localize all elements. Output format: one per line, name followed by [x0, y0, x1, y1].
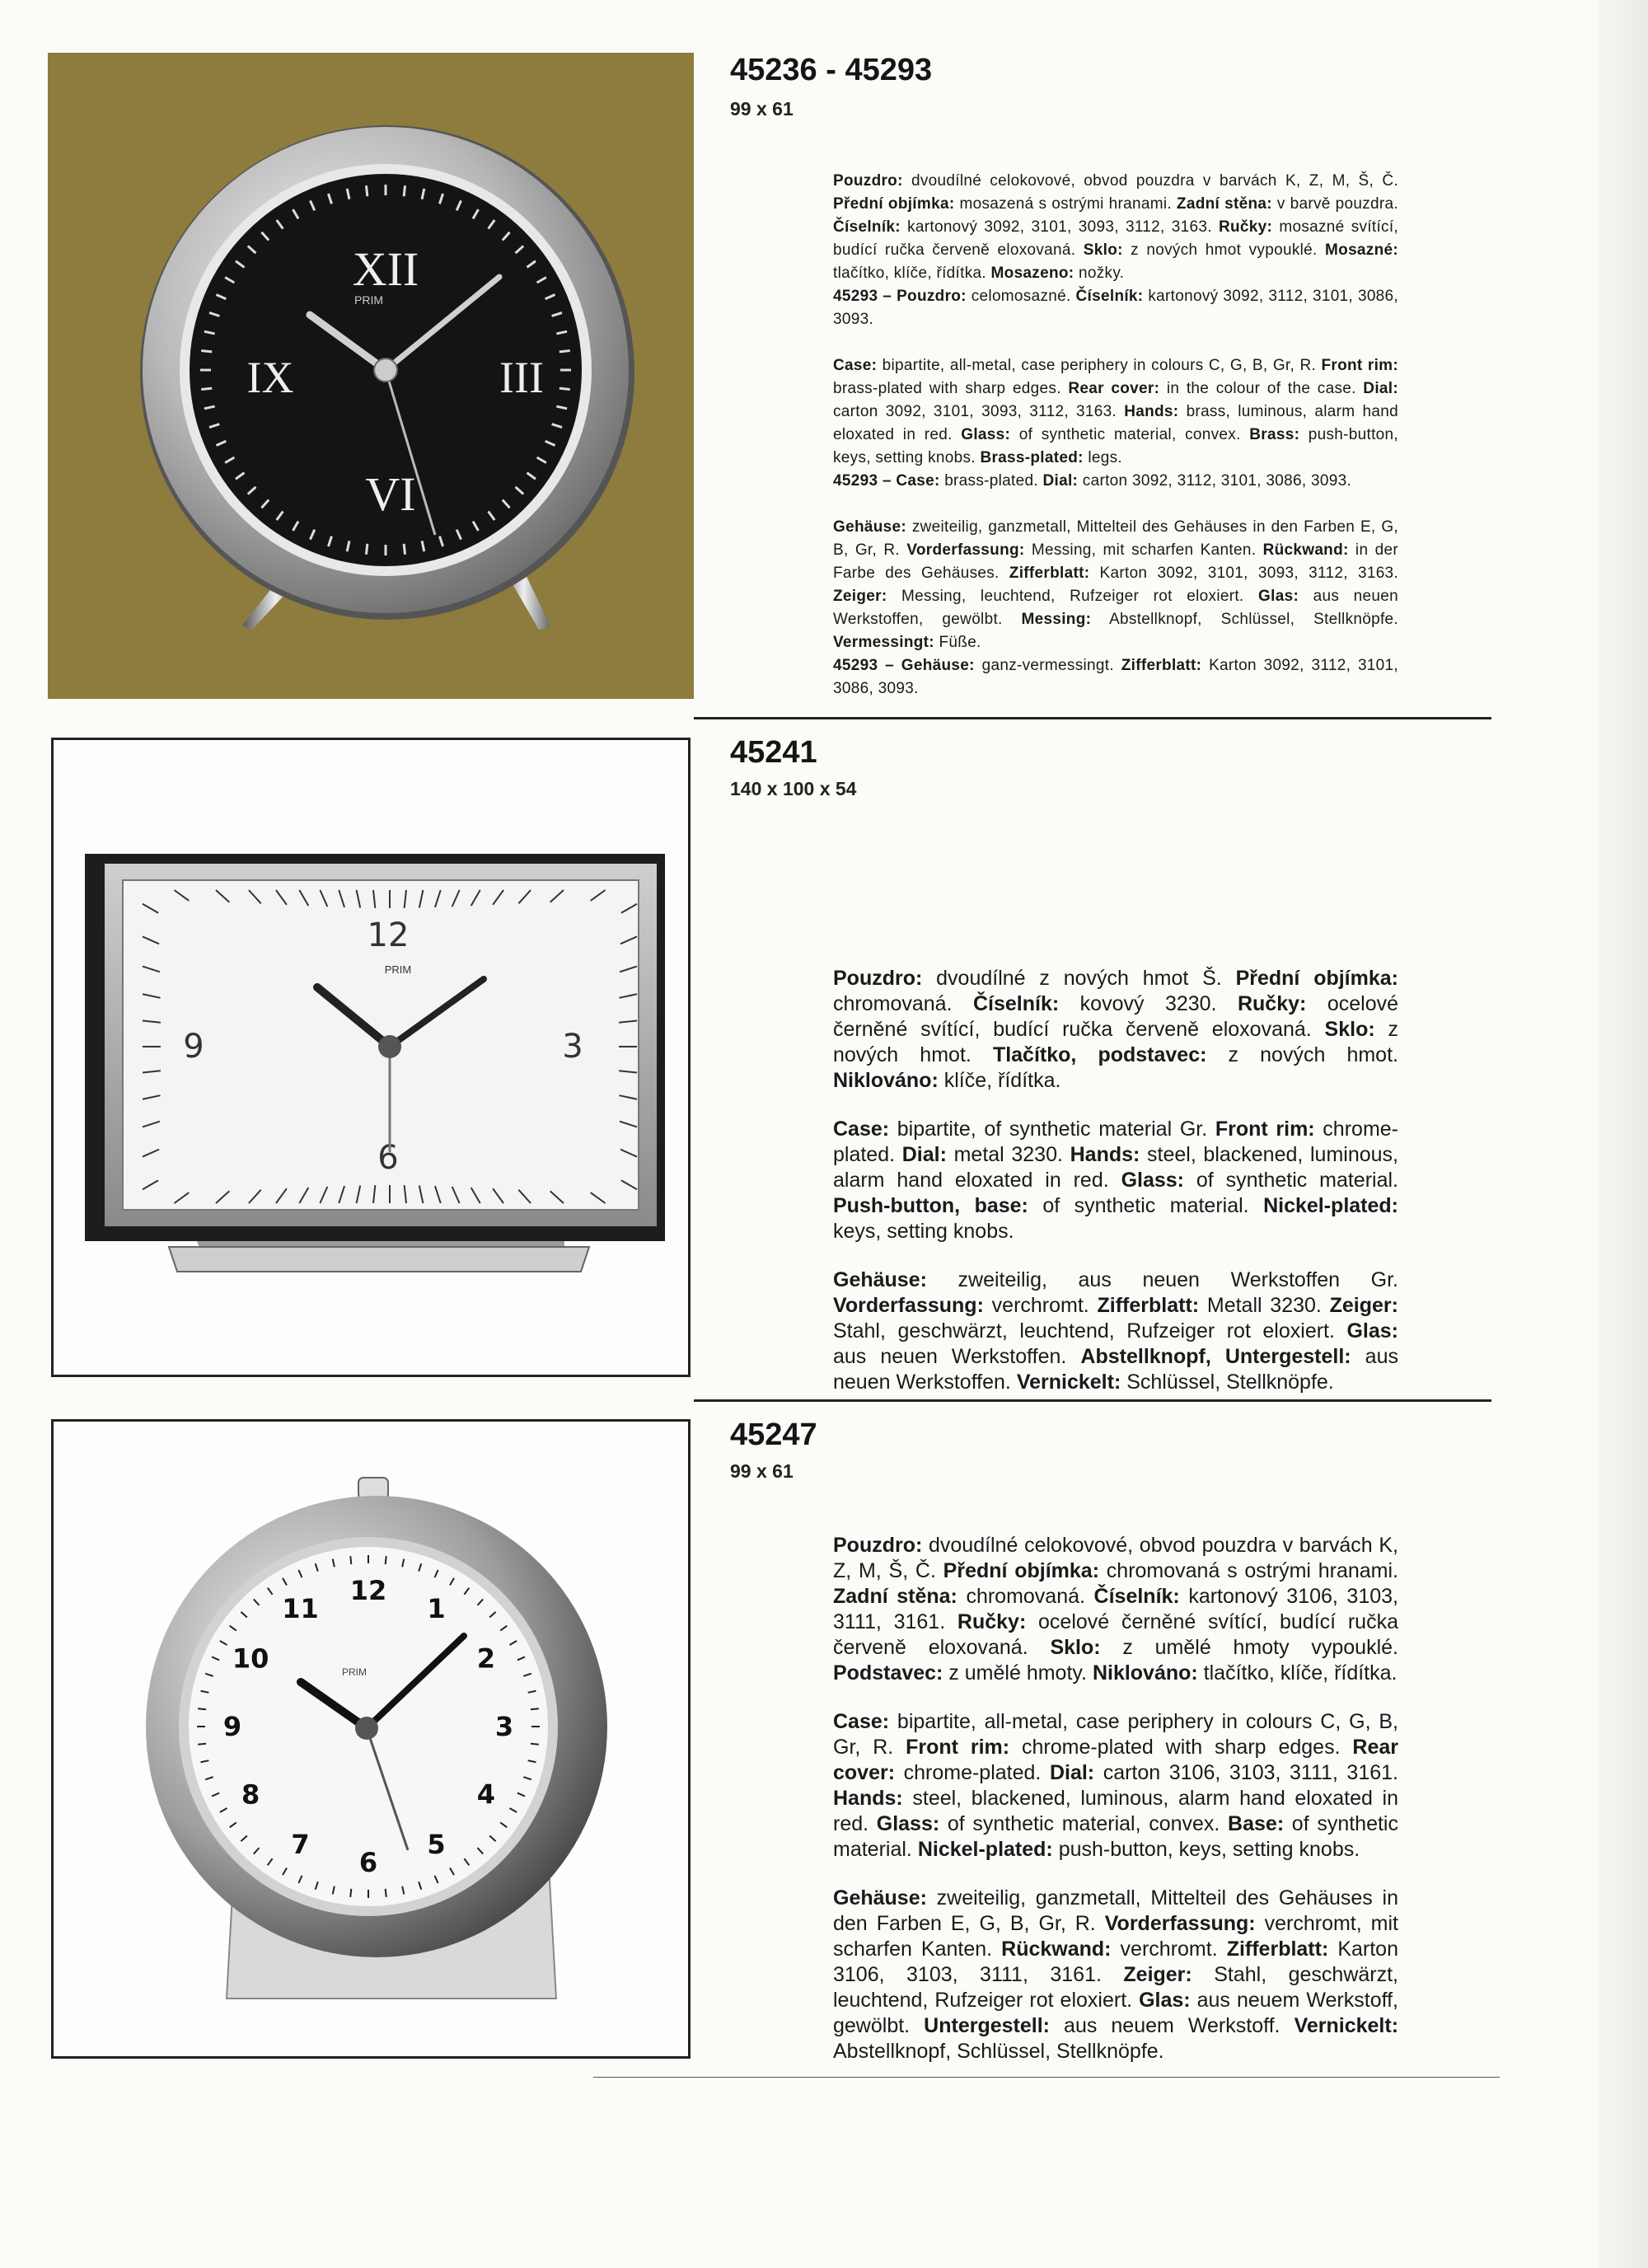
dial-tick — [350, 1556, 351, 1564]
dimensions: 99 x 61 — [730, 1460, 794, 1482]
dial-numeral-3: 3 — [562, 1028, 583, 1066]
spec-label: Přední objímka: — [943, 1559, 1100, 1582]
spec-label: Přední objímka: — [833, 195, 955, 213]
spec-label: 45293 – Gehäuse: — [833, 657, 975, 674]
dial-tick — [404, 185, 405, 196]
spec-value: bipartite, of synthetic material Gr. — [889, 1118, 1215, 1141]
spec-label: Číselník: — [1093, 1585, 1180, 1608]
spec-label: Zadní stěna: — [833, 1585, 957, 1608]
spec-value: mosazné svítící, budící ručka červeně eloxovaná. — [833, 218, 1398, 259]
spec-value: tlačítko, klíče, řídítka. — [833, 265, 991, 282]
spec-value: Karton 3106, 3103, 3111, 3161. — [833, 1938, 1398, 1986]
spec-value: zweiteilig, ganzmetall, Mittelteil des Gehäuses in den Farben E, G, B, Gr, R. — [833, 518, 1398, 559]
spec-label: Push-button, base: — [833, 1194, 1028, 1217]
spec-label: Brass: — [1249, 426, 1300, 443]
brand-mark: PRIM — [342, 1666, 367, 1678]
spec-label: Zifferblatt: — [1009, 565, 1090, 582]
spec-value: aus neuem Werkstoff, gewölbt. — [833, 1989, 1398, 2037]
description-german — [833, 1268, 1398, 1395]
spec-value: z nových hmot vypouklé. — [1122, 241, 1326, 259]
spec-value: klíče, řídítka. — [938, 1069, 1061, 1092]
spec-value: z nových hmot. — [833, 1018, 1398, 1066]
model-number: 45241 — [730, 735, 817, 770]
spec-value: of synthetic material, convex. — [1010, 426, 1250, 443]
description — [833, 966, 1398, 1418]
spec-value: Metall 3230. — [1199, 1294, 1330, 1317]
spec-value: ocelové černěné svítící, budící ručka červeně eloxovaná. — [833, 1610, 1398, 1659]
spec-value: of synthetic material. — [1028, 1194, 1264, 1217]
description-german — [833, 516, 1398, 701]
spec-value: kartonový 3106, 3103, 3111, 3161. — [833, 1585, 1398, 1633]
spec-value: of synthetic material. — [1184, 1169, 1398, 1192]
spec-label: Brass-plated: — [980, 449, 1084, 466]
dial-numeral-6: 6 — [377, 1139, 399, 1177]
spec-value: v barvě pouzdra. — [1271, 195, 1398, 213]
spec-label: 45293 – Pouzdro: — [833, 288, 967, 305]
spec-value: Messing, mit scharfen Kanten. — [1024, 541, 1263, 559]
spec-label: Mosazné: — [1325, 241, 1398, 259]
spec-label: Vernickelt: — [1016, 1371, 1121, 1394]
spec-value: celomosazné. — [966, 288, 1076, 305]
spec-label: Přední objímka: — [1235, 967, 1398, 990]
spec-value: carton 3092, 3101, 3093, 3112, 3163. — [833, 403, 1125, 420]
description-czech — [833, 170, 1398, 331]
dial-numeral: 10 — [232, 1642, 269, 1675]
spec-label: Podstavec: — [833, 1661, 943, 1685]
spec-label: Glass: — [876, 1812, 940, 1835]
description — [833, 1533, 1398, 2088]
spec-value: Füße. — [934, 634, 981, 651]
spec-label: 45293 – Case: — [833, 472, 940, 490]
dial-tick — [366, 544, 367, 555]
spec-value: z umělé hmoty. — [943, 1661, 1093, 1685]
spec-value: kartonový 3092, 3101, 3093, 3112, 3163. — [900, 218, 1219, 236]
dial-tick — [201, 350, 212, 351]
spec-value: kovový 3230. — [1059, 992, 1238, 1015]
spec-value: in der Farbe des Gehäuses. — [833, 541, 1398, 582]
spec-value: tlačítko, klíče, řídítka. — [1197, 1661, 1398, 1685]
spec-value: Stahl, geschwärzt, leuchtend, Rufzeiger rot eloxiert. — [833, 1319, 1347, 1343]
dial-numeral: 12 — [349, 1575, 387, 1606]
spec-label: Case: — [833, 1710, 890, 1733]
dial-tick — [201, 388, 212, 389]
dial-tick — [531, 1744, 539, 1745]
brand-mark: PRIM — [384, 963, 412, 976]
spec-label: Glas: — [1258, 588, 1299, 605]
spec-value: Messing, leuchtend, Rufzeiger rot eloxiert. — [887, 588, 1259, 605]
spec-value: brass-plated. — [939, 472, 1043, 490]
spec-value: push-button, keys, setting knobs. — [1052, 1838, 1360, 1861]
spec-value: carton 3106, 3103, 3111, 3161. — [1094, 1761, 1398, 1784]
section-divider — [694, 1399, 1491, 1402]
spec-label: Hands: — [1070, 1143, 1140, 1166]
spec-label: Ručky: — [1219, 218, 1273, 236]
dial-numeral: 3 — [494, 1711, 514, 1742]
spec-value: aus neuen Werkstoffen. — [833, 1345, 1398, 1394]
spec-value: of synthetic material. — [833, 1812, 1398, 1861]
spec-label: Niklováno: — [1092, 1661, 1198, 1685]
spec-label: Zifferblatt: — [1226, 1938, 1329, 1961]
section-divider — [694, 717, 1491, 719]
model-number: 45236 - 45293 — [730, 53, 933, 87]
dimensions: 140 x 100 x 54 — [730, 778, 857, 799]
spec-label: Front rim: — [906, 1736, 1010, 1759]
page-edge — [1599, 0, 1648, 2268]
spec-label: Base: — [1228, 1812, 1285, 1835]
spec-label: Gehäuse: — [833, 1268, 927, 1291]
spec-label: Zifferblatt: — [1121, 657, 1202, 674]
dial-numeral: 4 — [476, 1778, 496, 1811]
spec-label: Untergestell: — [924, 2014, 1050, 2037]
spec-label: Hands: — [833, 1787, 903, 1810]
dial-numeral-iii: III — [499, 353, 544, 402]
spec-label: Front rim: — [1215, 1118, 1315, 1141]
spec-label: Glas: — [1139, 1989, 1191, 2012]
spec-value: push-button, keys, setting knobs. — [833, 426, 1398, 466]
spec-value: z nových hmot. — [1206, 1043, 1398, 1066]
spec-value: chrome-plated with sharp edges. — [1009, 1736, 1353, 1759]
spec-label: Vernickelt: — [1294, 2014, 1399, 2037]
spec-label: Zeiger: — [833, 588, 887, 605]
spec-value: nožky. — [1074, 265, 1125, 282]
spec-value: in the colour of the case. — [1159, 380, 1364, 397]
spec-value: brass-plated with sharp edges. — [833, 380, 1069, 397]
spec-label: Case: — [833, 357, 878, 374]
spec-label: Dial: — [1363, 380, 1398, 397]
clock-photo-45247 — [51, 1419, 691, 2059]
spec-label: Zadní stěna: — [1176, 195, 1272, 213]
spec-value: kartonový 3092, 3112, 3101, 3086, 3093. — [833, 288, 1398, 328]
spec-label: Rear cover: — [833, 1736, 1398, 1784]
dial-tick — [366, 185, 367, 196]
spec-value: Stahl, geschwärzt, leuchtend, Rufzeiger rot eloxiert. — [833, 1963, 1398, 2012]
spec-value: steel, blackened, luminous, alarm hand eloxated in red. — [833, 1787, 1398, 1835]
spec-value: chrome-plated. — [895, 1761, 1050, 1784]
spec-label: Zeiger: — [1329, 1294, 1398, 1317]
spec-label: Gehäuse: — [833, 518, 906, 536]
dial-numeral-ix: IX — [246, 353, 294, 402]
spec-label: Vermessingt: — [833, 634, 934, 651]
dial-tick — [559, 388, 570, 389]
dial-tick — [404, 544, 405, 555]
spec-label: Číselník: — [973, 992, 1060, 1015]
spec-label: Sklo: — [1083, 241, 1123, 259]
model-number: 45247 — [730, 1418, 817, 1452]
dimensions: 99 x 61 — [730, 98, 794, 119]
spec-value: Karton 3092, 3101, 3093, 3112, 3163. — [1089, 565, 1399, 582]
spec-label: Glass: — [1121, 1169, 1184, 1192]
description-english — [833, 1709, 1398, 1863]
description-czech — [833, 966, 1398, 1094]
dial-numeral: 5 — [427, 1828, 446, 1860]
spec-value: z umělé hmoty vypouklé. — [1100, 1636, 1398, 1659]
spec-value: chromovaná. — [833, 992, 973, 1015]
dial-numeral-xii: XII — [352, 242, 419, 296]
spec-value: zweiteilig, aus neuen Werkstoffen Gr. — [926, 1268, 1398, 1291]
spec-value: zweiteilig, ganzmetall, Mittelteil des Gehäuses in den Farben E, G, B, Gr, R. — [833, 1886, 1398, 1935]
spec-label: Vorderfassung: — [833, 1294, 984, 1317]
dial-numeral: 1 — [427, 1593, 446, 1625]
spec-label: Pouzdro: — [833, 172, 903, 190]
dial-numeral: 2 — [476, 1642, 496, 1675]
spec-label: Číselník: — [833, 218, 901, 236]
spec-value: carton 3092, 3112, 3101, 3086, 3093. — [1078, 472, 1352, 490]
spec-value: Schlüssel, Stellknöpfe. — [1121, 1371, 1334, 1394]
spec-label: Zifferblatt: — [1097, 1294, 1200, 1317]
spec-value: steel, blackened, luminous, alarm hand eloxated in red. — [833, 1143, 1399, 1192]
spec-label: Glass: — [961, 426, 1011, 443]
dial-numeral-9: 9 — [183, 1028, 204, 1066]
spec-label: Niklováno: — [833, 1069, 939, 1092]
spec-label: Gehäuse: — [833, 1886, 927, 1910]
spec-value: Abstellknopf, Schlüssel, Stellknöpfe. — [1091, 611, 1398, 628]
dial-numeral-12: 12 — [367, 916, 410, 954]
spec-value: Abstellknopf, Schlüssel, Stellknöpfe. — [833, 2040, 1164, 2063]
spec-value: verchromt, mit scharfen Kanten. — [833, 1912, 1398, 1961]
spec-value: aus neuem Werkstoff. — [1049, 2014, 1295, 2037]
dial-tick — [559, 350, 570, 351]
dial-numeral-vi: VI — [365, 467, 416, 521]
spec-label: Vorderfassung: — [1104, 1912, 1256, 1935]
description — [833, 170, 1398, 724]
brand-mark: PRIM — [354, 293, 383, 307]
spec-value: bipartite, all-metal, case periphery in colours C, G, B, Gr, R. — [877, 357, 1322, 374]
spec-value: dvoudílné celokovové, obvod pouzdra v barvách K, Z, M, Š, Č. — [902, 172, 1398, 190]
dial-tick — [198, 1744, 206, 1745]
spec-value: keys, setting knobs. — [833, 1220, 1014, 1243]
spec-label: Sklo: — [1324, 1018, 1375, 1041]
clock-photo-45241 — [51, 738, 691, 1377]
dial-numeral: 7 — [291, 1828, 310, 1860]
spec-label: Dial: — [901, 1143, 947, 1166]
spec-value: mosazená s ostrými hranami. — [954, 195, 1177, 213]
spec-label: Zeiger: — [1123, 1963, 1192, 1986]
spec-label: Case: — [833, 1118, 890, 1141]
spec-value: dvoudílné z nových hmot Š. — [922, 967, 1236, 990]
spec-value: dvoudílné celokovové, obvod pouzdra v barvách K, Z, M, Š, Č. — [833, 1534, 1398, 1582]
clock-photo-45236 — [48, 53, 694, 699]
spec-label: Pouzdro: — [833, 1534, 923, 1557]
spec-value: brass, luminous, alarm hand eloxated in red. — [833, 403, 1398, 443]
spec-value: ganz-vermessingt. — [974, 657, 1121, 674]
dial-tick — [350, 1889, 351, 1897]
spec-label: Tlačítko, podstavec: — [992, 1043, 1207, 1066]
spec-value: chromovaná s ostrými hranami. — [1099, 1559, 1398, 1582]
spec-value: chromovaná. — [957, 1585, 1094, 1608]
spec-label: Nickel-plated: — [917, 1838, 1053, 1861]
spec-value: bipartite, all-metal, case periphery in colours C, G, B, Gr, R. — [833, 1710, 1398, 1759]
spec-value: verchromt. — [1111, 1938, 1227, 1961]
spec-label: Messing: — [1021, 611, 1092, 628]
spec-label: Pouzdro: — [833, 967, 923, 990]
spec-label: Rear cover: — [1068, 380, 1160, 397]
spec-value: verchromt. — [983, 1294, 1098, 1317]
dial-tick — [198, 1708, 206, 1709]
spec-label: Ručky: — [1237, 992, 1307, 1015]
spec-label: Rückwand: — [1001, 1938, 1112, 1961]
spec-label: Dial: — [1049, 1761, 1095, 1784]
spec-label: Rückwand: — [1262, 541, 1349, 559]
spec-value: chrome-plated. — [833, 1118, 1398, 1166]
description-english — [833, 354, 1398, 493]
description-english — [833, 1117, 1398, 1244]
spec-value: ocelové černěné svítící, budící ručka červeně eloxovaná. — [833, 992, 1398, 1041]
spec-value: aus neuen Werkstoffen, gewölbt. — [833, 588, 1398, 628]
spec-value: metal 3230. — [946, 1143, 1070, 1166]
dial-numeral: 9 — [222, 1711, 242, 1742]
spec-label: Dial: — [1042, 472, 1079, 490]
spec-label: Glas: — [1346, 1319, 1398, 1343]
spec-label: Sklo: — [1050, 1636, 1101, 1659]
dial-numeral: 8 — [241, 1778, 260, 1811]
description-czech — [833, 1533, 1398, 1686]
spec-value: legs. — [1083, 449, 1122, 466]
dial-tick — [531, 1708, 539, 1709]
spec-label: Hands: — [1124, 403, 1179, 420]
spec-label: Mosazeno: — [990, 265, 1074, 282]
description-german — [833, 1886, 1398, 2064]
dial-numeral: 11 — [282, 1593, 319, 1625]
spec-value: of synthetic material, convex. — [939, 1812, 1229, 1835]
spec-label: Abstellknopf, Untergestell: — [1080, 1345, 1351, 1368]
spec-value: Karton 3092, 3112, 3101, 3086, 3093. — [833, 657, 1398, 697]
spec-label: Ručky: — [957, 1610, 1027, 1633]
spec-label: Vorderfassung: — [906, 541, 1025, 559]
dial-numeral: 6 — [358, 1847, 378, 1878]
page-bottom-line — [593, 2077, 1500, 2078]
spec-label: Front rim: — [1321, 357, 1398, 374]
spec-label: Nickel-plated: — [1263, 1194, 1398, 1217]
spec-value: aus neuen Werkstoffen. — [833, 1345, 1081, 1368]
spec-label: Číselník: — [1075, 288, 1144, 305]
